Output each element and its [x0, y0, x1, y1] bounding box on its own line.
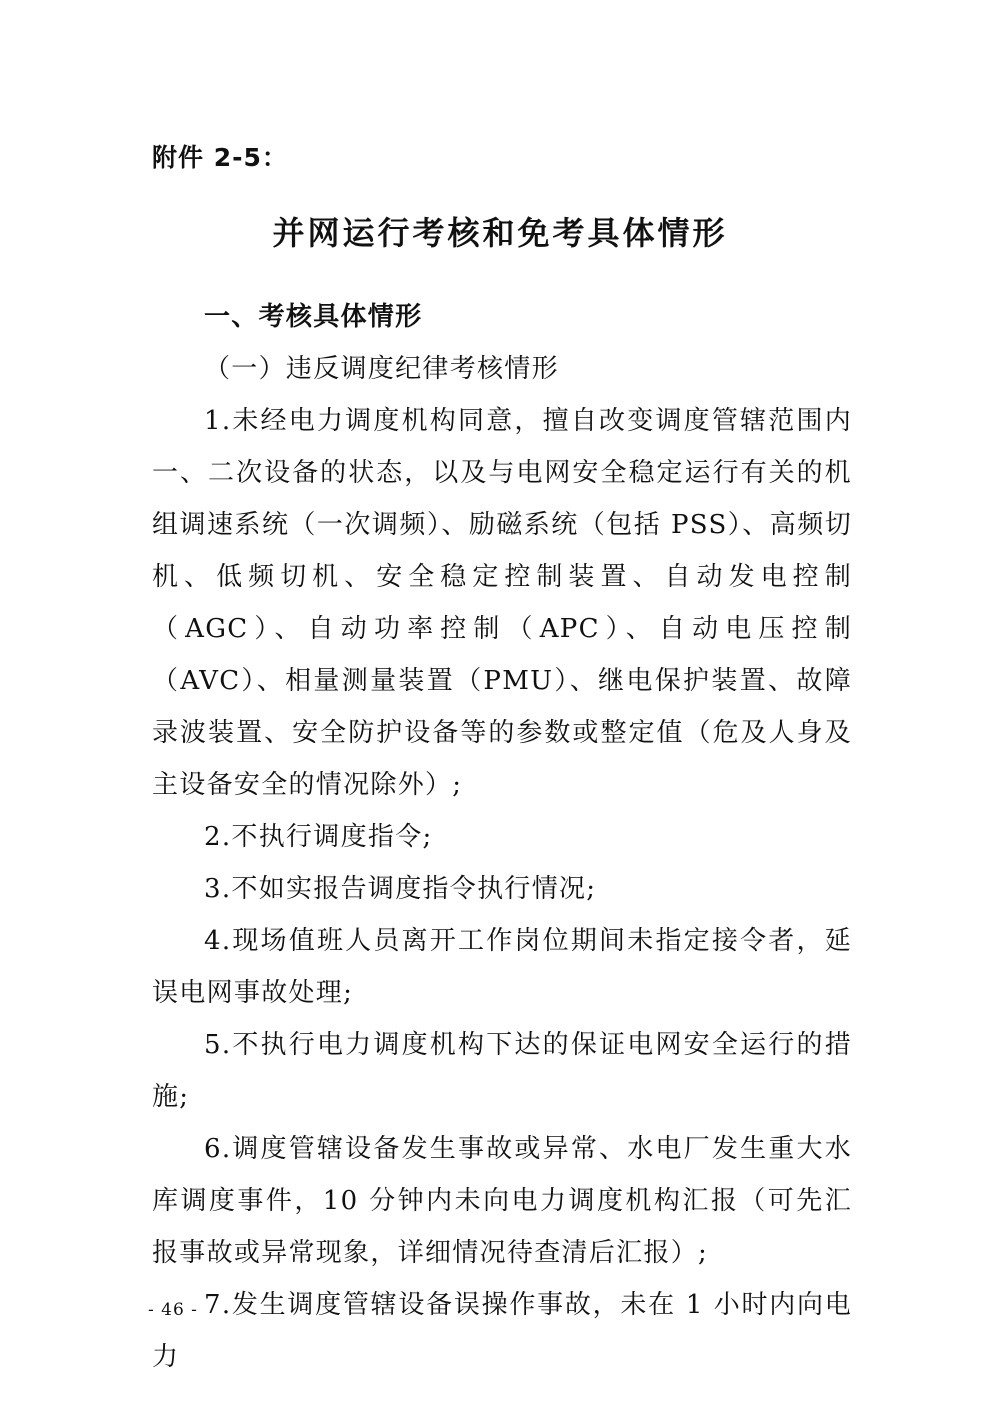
list-item-6: 6.调度管辖设备发生事故或异常、水电厂发生重大水库调度事件，10 分钟内未向电力调度机构汇报（可先汇报事故或异常现象，详细情况待查清后汇报）;	[152, 1134, 852, 1268]
list-item-5: 5.不执行电力调度机构下达的保证电网安全运行的措施;	[152, 1030, 852, 1112]
subsection-heading-1: （一）违反调度纪律考核情形	[204, 354, 559, 384]
section-heading-1: 一、考核具体情形	[204, 302, 423, 332]
document-title: 并网运行考核和免考具体情形	[272, 214, 728, 252]
list-item-1: 1.未经电力调度机构同意，擅自改变调度管辖范围内一、二次设备的状态，以及与电网安全稳定运行有关的机组调速系统（一次调频）、励磁系统（包括 PSS）、高频切机、低频切机、安全稳定控制装置、自动发电控制（AGC）、自动功率控制（APC）、自动电压控制（AVC）、相量测量装置（PMU）、继电保护装置、故障录波装置、安全防护设备等的参数或整定值（危及人身及主设备安全的情况除外）;	[152, 406, 852, 800]
list-item-7: 7.发生调度管辖设备误操作事故，未在 1 小时内向电力	[152, 1290, 852, 1372]
list-item-4: 4.现场值班人员离开工作岗位期间未指定接令者，延误电网事故处理;	[152, 926, 852, 1008]
document-body	[152, 291, 852, 1383]
list-item-2: 2.不执行调度指令;	[204, 822, 433, 852]
page-number: - 46 -	[148, 1300, 198, 1320]
list-item-3: 3.不如实报告调度指令执行情况;	[204, 874, 597, 904]
attachment-label: 附件 2-5：	[152, 143, 288, 172]
